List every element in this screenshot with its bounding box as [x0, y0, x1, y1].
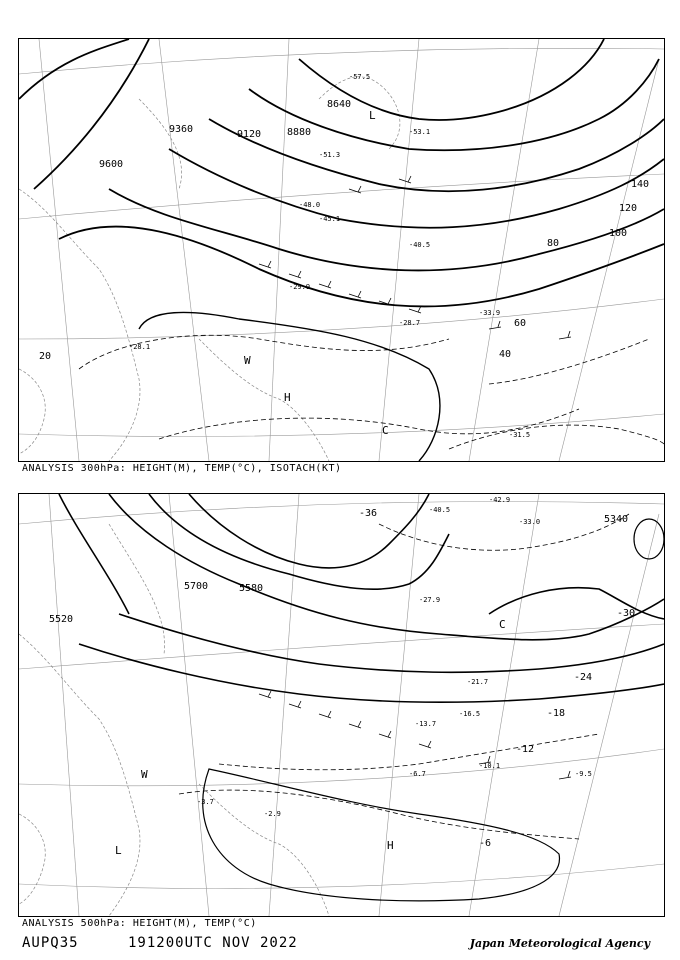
- height-label: 9360: [169, 124, 194, 135]
- isotherm-label: -36: [359, 508, 378, 519]
- jet-core-outline-300: [139, 312, 440, 461]
- temp-value: -2.9: [264, 810, 281, 818]
- temp-value: -33.9: [479, 309, 501, 317]
- temp-value: -51.3: [319, 151, 341, 159]
- isotherm-label: -24: [574, 672, 593, 683]
- isotach-label: 140: [631, 179, 650, 190]
- temp-value: -40.5: [409, 241, 431, 249]
- temp-value: -53.1: [409, 128, 431, 136]
- map-500hpa: [18, 493, 665, 917]
- temp-value: -3.7: [197, 798, 214, 806]
- temp-value: -45.1: [319, 215, 341, 223]
- isotach-label: 20: [39, 351, 52, 362]
- isotach-label: 120: [619, 203, 638, 214]
- map-500hpa-svg: [19, 494, 664, 916]
- temp-value: -33.0: [519, 518, 541, 526]
- caption-300hpa: ANALYSIS 300hPa: HEIGHT(M), TEMP(°C), ISOTACH(KT): [22, 463, 342, 474]
- temp-value: -42.9: [489, 496, 511, 504]
- high-outline-500: [203, 769, 560, 901]
- isotherm-label: -12: [516, 744, 535, 755]
- temp-value: -21.7: [467, 678, 489, 686]
- pressure-centers-300: [244, 109, 389, 437]
- height-label: 8640: [327, 99, 352, 110]
- wind-barbs-500: [259, 691, 571, 779]
- height-labels-300: [99, 99, 351, 170]
- isotach-labels-300: [39, 179, 649, 362]
- isotherm-label: -30: [617, 608, 636, 619]
- coastline-500: [19, 524, 329, 916]
- temp-value: -10.1: [479, 762, 501, 770]
- temp-value: -13.7: [415, 720, 437, 728]
- pressure-centers-500: [115, 618, 506, 857]
- high-center-marker: H: [284, 391, 291, 404]
- height-label: 8880: [287, 127, 312, 138]
- high-center-marker: H: [387, 839, 394, 852]
- height-contours-300: [19, 39, 664, 306]
- isotach-label: 80: [547, 238, 560, 249]
- low-center-marker: L: [369, 109, 376, 122]
- isotach-label: 60: [514, 318, 527, 329]
- height-label: 5580: [239, 583, 264, 594]
- warm-center-marker: W: [244, 354, 251, 367]
- cold-center-marker: C: [382, 424, 389, 437]
- isotherm-label: -6: [479, 838, 492, 849]
- temp-value: -28.7: [399, 319, 421, 327]
- isotach-label: 100: [609, 228, 628, 239]
- isotherm-label: -18: [547, 708, 566, 719]
- warm-center-marker: W: [141, 768, 148, 781]
- temp-value: -9.5: [575, 770, 592, 778]
- isotherm-labels-500: [359, 508, 635, 849]
- cold-center-marker: C: [499, 618, 506, 631]
- map-300hpa-svg: [19, 39, 664, 461]
- map-300hpa: [18, 38, 665, 462]
- height-label: 5340: [604, 514, 629, 525]
- height-labels-500: [49, 514, 628, 625]
- valid-time: 191200UTC NOV 2022: [128, 935, 298, 951]
- temp-value: -27.9: [419, 596, 441, 604]
- low-center-marker: L: [115, 844, 122, 857]
- temp-value: -40.5: [429, 506, 451, 514]
- temperature-samples-500: [197, 496, 592, 818]
- agency-name: Japan Meteorological Agency: [469, 937, 650, 950]
- temp-value: -57.5: [349, 73, 371, 81]
- height-label: 9600: [99, 159, 124, 170]
- isotach-label: 40: [499, 349, 512, 360]
- temp-value: -6.7: [409, 770, 426, 778]
- chart-code: AUPQ35: [22, 935, 79, 951]
- temp-value: -31.5: [509, 431, 531, 439]
- caption-500hpa: ANALYSIS 500hPa: HEIGHT(M), TEMP(°C): [22, 918, 257, 929]
- height-label: 5520: [49, 614, 74, 625]
- temp-value: -28.1: [129, 343, 151, 351]
- temp-value: -48.0: [299, 201, 321, 209]
- temp-value: -29.9: [289, 283, 311, 291]
- height-label: 9120: [237, 129, 262, 140]
- temp-value: -16.5: [459, 710, 481, 718]
- isotherms-500: [179, 514, 629, 839]
- height-label: 5700: [184, 581, 209, 592]
